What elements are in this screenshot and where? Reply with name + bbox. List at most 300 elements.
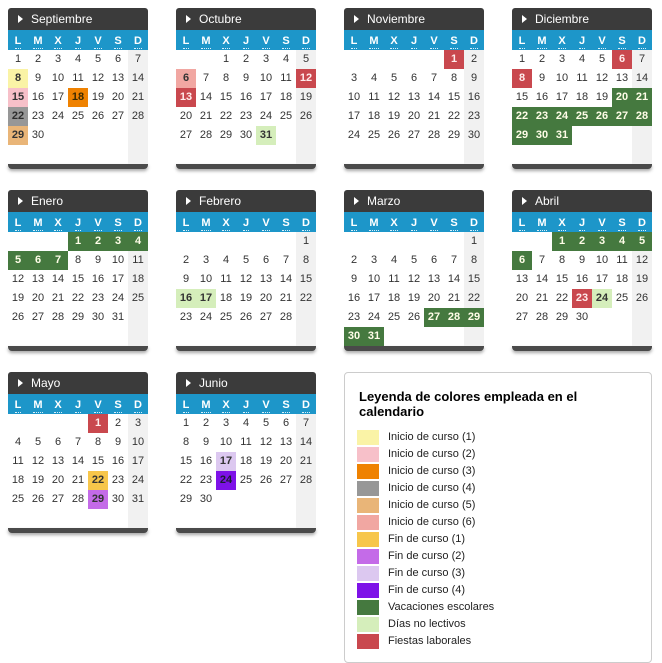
weekday-initial[interactable] (216, 30, 236, 51)
weekday-initial[interactable] (296, 394, 316, 415)
weekday-initial[interactable] (632, 30, 652, 51)
weekday-initial[interactable] (572, 30, 592, 51)
day-cell: 13 (615, 72, 629, 84)
day-cell (216, 509, 236, 528)
day-cell: 9 (578, 254, 586, 266)
month-header[interactable] (176, 372, 316, 394)
month-header[interactable] (512, 190, 652, 212)
day-cell: 1 (182, 417, 190, 429)
day-cell: 6 (262, 254, 270, 266)
day-cell (236, 327, 256, 346)
legend-box (344, 372, 652, 663)
day-cell: 2 (88, 232, 108, 251)
day-cell: 19 (91, 91, 105, 103)
weekday-header-row (512, 30, 652, 50)
day-cell: 11 (72, 72, 84, 84)
day-cell: 15 (296, 270, 316, 289)
day-cell: 25 (572, 107, 592, 126)
day-cell: 13 (51, 455, 65, 467)
expand-arrow-icon (354, 15, 359, 23)
day-cell (572, 327, 592, 346)
day-cell (236, 490, 256, 509)
day-cell (552, 145, 572, 164)
day-cell: 5 (296, 50, 316, 69)
day-cell: 17 (51, 91, 65, 103)
day-cell (612, 126, 632, 145)
day-cell (384, 50, 404, 69)
weekday-initial[interactable] (464, 212, 484, 233)
day-cell: 21 (632, 88, 652, 107)
day-cell: 1 (68, 232, 88, 251)
day-cell: 28 (51, 311, 65, 323)
day-cell: 14 (296, 433, 316, 452)
day-cell: 23 (179, 311, 193, 323)
day-cell: 19 (31, 474, 45, 486)
day-cell (108, 509, 128, 528)
weekday-initial[interactable] (108, 394, 128, 415)
weekday-initial[interactable] (464, 30, 484, 51)
weekday-initial[interactable] (512, 30, 532, 51)
day-cell: 4 (370, 72, 378, 84)
weekday-initial[interactable] (296, 30, 316, 51)
month-days (176, 232, 316, 346)
legend-title: Leyenda de colores empleada en el calendario (359, 389, 578, 419)
day-cell: 11 (240, 436, 252, 448)
day-cell: 5 (34, 436, 42, 448)
day-cell: 30 (575, 311, 589, 323)
weekday-initial[interactable] (256, 212, 276, 233)
day-cell: 12 (595, 72, 609, 84)
day-cell (512, 327, 532, 346)
day-cell: 3 (54, 53, 62, 65)
day-cell: 14 (51, 273, 65, 285)
day-cell: 24 (199, 311, 213, 323)
day-cell: 28 (444, 308, 464, 327)
weekday-initial-label: D (638, 217, 646, 229)
weekday-initial[interactable] (344, 212, 364, 233)
day-cell: 25 (615, 292, 629, 304)
weekday-initial[interactable] (176, 212, 196, 233)
weekday-initial[interactable] (364, 30, 384, 51)
day-cell: 4 (390, 254, 398, 266)
legend-color-swatch (357, 617, 379, 632)
day-cell: 15 (8, 88, 28, 107)
expand-arrow-icon (186, 197, 191, 205)
day-cell: 25 (128, 289, 148, 308)
day-cell: 8 (512, 69, 532, 88)
day-cell (276, 490, 296, 509)
month-footer-bar (8, 346, 148, 351)
day-cell (8, 145, 28, 164)
day-cell: 22 (512, 107, 532, 126)
weekday-initial[interactable] (28, 30, 48, 51)
weekday-initial[interactable] (424, 30, 444, 51)
legend-color-swatch (357, 532, 379, 547)
weekday-initial[interactable] (108, 212, 128, 233)
weekday-initial[interactable] (128, 30, 148, 51)
day-cell: 2 (202, 417, 210, 429)
day-cell: 12 (239, 273, 253, 285)
day-cell (256, 327, 276, 346)
day-cell (108, 145, 128, 164)
month-days (176, 414, 316, 528)
day-cell: 13 (515, 273, 529, 285)
weekday-initial[interactable] (592, 212, 612, 233)
day-cell: 7 (632, 50, 652, 69)
day-cell: 27 (424, 308, 444, 327)
weekday-initial-label: D (134, 35, 142, 47)
month-block (8, 372, 148, 533)
weekday-initial[interactable] (444, 212, 464, 233)
legend-label: Días no lectivos (388, 618, 466, 630)
weekday-initial-label: J (410, 217, 418, 229)
day-cell: 21 (447, 292, 461, 304)
weekday-initial-label: L (14, 399, 22, 411)
day-cell: 20 (111, 91, 125, 103)
month-block (8, 190, 148, 351)
weekday-initial[interactable] (48, 30, 68, 51)
day-cell (176, 232, 196, 251)
day-cell: 26 (387, 129, 401, 141)
weekday-header-row (176, 394, 316, 414)
weekday-initial[interactable] (88, 30, 108, 51)
day-cell: 24 (128, 471, 148, 490)
day-cell: 14 (199, 91, 213, 103)
weekday-initial-label: S (450, 35, 458, 47)
weekday-initial-label: D (470, 35, 478, 47)
weekday-initial[interactable] (256, 30, 276, 51)
day-cell: 16 (464, 88, 484, 107)
day-cell: 1 (464, 232, 484, 251)
weekday-initial-label: M (201, 399, 211, 411)
weekday-initial[interactable] (108, 30, 128, 51)
day-cell (384, 327, 404, 346)
day-cell: 12 (31, 455, 45, 467)
weekday-initial[interactable] (196, 212, 216, 233)
month-footer-bar (176, 528, 316, 533)
weekday-initial-label: L (350, 217, 358, 229)
weekday-initial[interactable] (88, 212, 108, 233)
weekday-initial-label: S (450, 217, 458, 229)
expand-arrow-icon (18, 15, 23, 23)
month-header[interactable] (176, 8, 316, 30)
legend-color-swatch (357, 481, 379, 496)
day-cell: 23 (347, 311, 361, 323)
weekday-initial[interactable] (28, 212, 48, 233)
day-cell: 8 (94, 436, 102, 448)
weekday-initial[interactable] (28, 394, 48, 415)
legend-color-swatch (357, 498, 379, 513)
weekday-initial[interactable] (216, 394, 236, 415)
weekday-initial[interactable] (404, 212, 424, 233)
legend-color-swatch (357, 515, 379, 530)
month-footer-bar (176, 346, 316, 351)
day-cell: 30 (91, 311, 105, 323)
day-cell: 12 (632, 251, 652, 270)
weekday-initial-label: L (14, 35, 22, 47)
weekday-initial[interactable] (68, 394, 88, 415)
weekday-initial[interactable] (128, 394, 148, 415)
day-cell: 1 (14, 53, 22, 65)
weekday-initial-label: V (262, 399, 270, 411)
day-cell (344, 232, 364, 251)
day-cell: 18 (239, 455, 253, 467)
weekday-initial[interactable] (8, 212, 28, 233)
weekday-initial-label: D (134, 399, 142, 411)
weekday-initial-label: J (74, 399, 82, 411)
day-cell: 9 (34, 72, 42, 84)
day-cell (216, 327, 236, 346)
legend-label: Fiestas laborales (388, 635, 472, 647)
weekday-header-row (344, 30, 484, 50)
day-cell: 14 (279, 273, 293, 285)
month-days (512, 50, 652, 164)
day-cell: 28 (199, 129, 213, 141)
day-cell (128, 308, 148, 327)
weekday-initial[interactable] (632, 212, 652, 233)
day-cell: 31 (552, 126, 572, 145)
day-cell (384, 145, 404, 164)
month-days (176, 50, 316, 164)
day-cell: 27 (31, 311, 45, 323)
expand-arrow-icon (522, 197, 527, 205)
weekday-initial[interactable] (236, 394, 256, 415)
weekday-initial[interactable] (68, 30, 88, 51)
day-cell: 26 (632, 289, 652, 308)
weekday-initial[interactable] (276, 212, 296, 233)
day-cell (444, 327, 464, 346)
day-cell (276, 232, 296, 251)
day-cell: 29 (555, 311, 569, 323)
day-cell: 9 (538, 72, 546, 84)
weekday-initial[interactable] (236, 30, 256, 51)
day-cell (404, 50, 424, 69)
legend-label: Inicio de curso (1) (388, 431, 476, 443)
weekday-initial[interactable] (404, 30, 424, 51)
weekday-initial[interactable] (444, 30, 464, 51)
weekday-initial-label: M (201, 217, 211, 229)
month-header[interactable] (8, 8, 148, 30)
day-cell (216, 232, 236, 251)
day-cell (176, 50, 196, 69)
day-cell: 11 (128, 251, 148, 270)
day-cell: 3 (108, 232, 128, 251)
month-days (8, 50, 148, 164)
day-cell: 2 (538, 53, 546, 65)
weekday-initial[interactable] (612, 212, 632, 233)
month-block (176, 372, 316, 533)
day-cell (276, 327, 296, 346)
weekday-initial[interactable] (236, 212, 256, 233)
day-cell (28, 327, 48, 346)
day-cell: 7 (48, 251, 68, 270)
weekday-initial[interactable] (344, 30, 364, 51)
day-cell: 17 (595, 273, 609, 285)
legend-color-swatch (357, 464, 379, 479)
legend-label: Fin de curso (3) (388, 567, 466, 579)
day-cell (196, 327, 216, 346)
day-cell: 1 (222, 53, 230, 65)
weekday-initial[interactable] (176, 394, 196, 415)
weekday-initial[interactable] (364, 212, 384, 233)
day-cell: 17 (196, 289, 216, 308)
day-cell: 27 (515, 311, 529, 323)
day-cell (196, 509, 216, 528)
day-cell: 5 (262, 417, 270, 429)
month-block (344, 190, 484, 351)
month-title: Mayo (31, 376, 61, 390)
day-cell: 28 (128, 107, 148, 126)
day-cell: 22 (88, 471, 108, 490)
day-cell (532, 145, 552, 164)
weekday-initial[interactable] (128, 212, 148, 233)
legend-label: Fin de curso (1) (388, 533, 466, 545)
day-cell: 16 (31, 91, 45, 103)
weekday-initial[interactable] (88, 394, 108, 415)
weekday-initial[interactable] (552, 30, 572, 51)
weekday-initial-label: M (33, 35, 43, 47)
weekday-initial-label: M (369, 217, 379, 229)
legend-item (357, 599, 641, 616)
day-cell: 22 (296, 289, 316, 308)
day-cell: 13 (31, 273, 45, 285)
day-cell: 22 (464, 289, 484, 308)
day-cell: 2 (350, 254, 358, 266)
weekday-initial[interactable] (612, 30, 632, 51)
weekday-initial[interactable] (196, 394, 216, 415)
day-cell: 11 (220, 273, 232, 285)
weekday-initial[interactable] (8, 30, 28, 51)
month-header[interactable] (8, 372, 148, 394)
day-cell: 26 (31, 493, 45, 505)
day-cell: 17 (111, 273, 125, 285)
day-cell: 11 (616, 254, 628, 266)
weekday-initial[interactable] (592, 30, 612, 51)
weekday-initial[interactable] (532, 212, 552, 233)
legend-item (357, 548, 641, 565)
day-cell (296, 308, 316, 327)
legend-label: Inicio de curso (4) (388, 482, 476, 494)
day-cell: 21 (279, 292, 293, 304)
day-cell: 6 (430, 254, 438, 266)
legend-color-swatch (357, 566, 379, 581)
day-cell: 14 (632, 69, 652, 88)
day-cell: 20 (259, 292, 273, 304)
month-header[interactable] (176, 190, 316, 212)
weekday-initial[interactable] (256, 394, 276, 415)
day-cell: 10 (347, 91, 361, 103)
day-cell: 26 (91, 110, 105, 122)
day-cell: 27 (279, 474, 293, 486)
month-block (176, 8, 316, 169)
weekday-initial-label: J (242, 35, 250, 47)
weekday-initial[interactable] (276, 394, 296, 415)
weekday-initial[interactable] (176, 30, 196, 51)
day-cell: 11 (280, 72, 292, 84)
weekday-initial[interactable] (276, 30, 296, 51)
day-cell (68, 509, 88, 528)
weekday-initial[interactable] (384, 30, 404, 51)
day-cell: 24 (592, 289, 612, 308)
weekday-initial[interactable] (216, 212, 236, 233)
day-cell: 6 (176, 69, 196, 88)
day-cell (128, 509, 148, 528)
month-header[interactable] (344, 190, 484, 212)
weekday-initial[interactable] (8, 394, 28, 415)
day-cell (276, 145, 296, 164)
day-cell: 23 (532, 107, 552, 126)
weekday-initial[interactable] (552, 212, 572, 233)
day-cell: 9 (114, 436, 122, 448)
weekday-initial-label: S (618, 35, 626, 47)
day-cell: 24 (347, 129, 361, 141)
day-cell: 24 (367, 311, 381, 323)
month-block (512, 8, 652, 169)
day-cell: 8 (464, 251, 484, 270)
day-cell: 19 (11, 292, 25, 304)
expand-arrow-icon (186, 379, 191, 387)
weekday-initial[interactable] (48, 394, 68, 415)
weekday-initial[interactable] (196, 30, 216, 51)
month-days (8, 414, 148, 528)
day-cell (404, 232, 424, 251)
weekday-initial[interactable] (68, 212, 88, 233)
day-cell: 5 (94, 53, 102, 65)
day-cell: 3 (370, 254, 378, 266)
day-cell (344, 50, 364, 69)
day-cell: 8 (74, 254, 82, 266)
day-cell (216, 145, 236, 164)
weekday-initial[interactable] (48, 212, 68, 233)
expand-arrow-icon (18, 197, 23, 205)
day-cell: 31 (256, 126, 276, 145)
day-cell: 15 (179, 455, 193, 467)
day-cell: 19 (632, 270, 652, 289)
month-header[interactable] (344, 8, 484, 30)
day-cell: 23 (31, 110, 45, 122)
month-title: Noviembre (367, 12, 426, 26)
weekday-initial[interactable] (512, 212, 532, 233)
weekday-header-row (176, 30, 316, 50)
day-cell: 15 (91, 455, 105, 467)
day-cell: 25 (219, 311, 233, 323)
day-cell: 23 (199, 474, 213, 486)
day-cell: 19 (595, 91, 609, 103)
day-cell: 25 (387, 311, 401, 323)
weekday-initial[interactable] (424, 212, 444, 233)
weekday-initial-label: D (302, 217, 310, 229)
legend-label: Vacaciones escolares (388, 601, 495, 613)
day-cell: 5 (632, 232, 652, 251)
day-cell (512, 145, 532, 164)
weekday-initial[interactable] (572, 212, 592, 233)
day-cell: 22 (555, 292, 569, 304)
weekday-initial[interactable] (384, 212, 404, 233)
weekday-initial-label: M (369, 35, 379, 47)
expand-arrow-icon (354, 197, 359, 205)
month-header[interactable] (8, 190, 148, 212)
weekday-initial[interactable] (296, 212, 316, 233)
month-header[interactable] (512, 8, 652, 30)
day-cell: 27 (259, 311, 273, 323)
weekday-initial[interactable] (532, 30, 552, 51)
day-cell (592, 145, 612, 164)
day-cell: 23 (91, 292, 105, 304)
weekday-initial-label: D (302, 35, 310, 47)
day-cell (128, 126, 148, 145)
legend-item (357, 531, 641, 548)
day-cell: 29 (179, 493, 193, 505)
